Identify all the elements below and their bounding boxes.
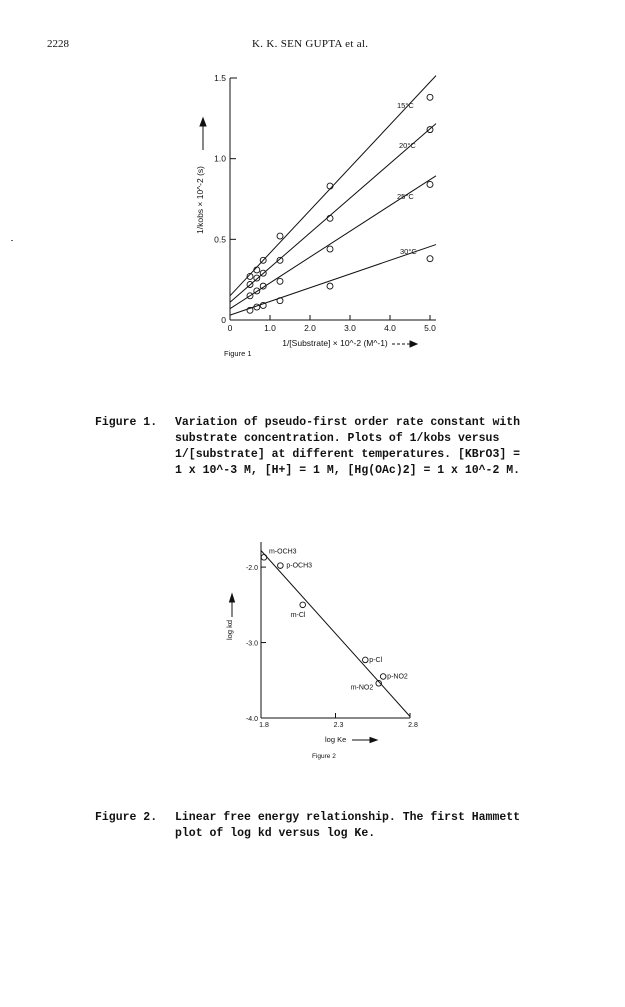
- data-point: [300, 602, 306, 608]
- page-number: 2228: [47, 38, 69, 50]
- figure-2-label: Figure 2: [312, 753, 336, 760]
- point-label: m-Cl: [290, 611, 306, 619]
- x-axis-label: 1/[Substrate] × 10^-2 (M^-1): [282, 338, 388, 348]
- x-tick-label: 0: [227, 323, 233, 333]
- point-label: p-NO2: [387, 673, 408, 681]
- running-header-authors: K. K. SEN GUPTA et al.: [252, 38, 369, 50]
- data-point: [278, 563, 284, 569]
- figure-2-caption: [95, 810, 575, 850]
- point-label: p-OCH3: [286, 562, 313, 570]
- data-point: [261, 554, 267, 560]
- y-tick-label: 1.0: [214, 153, 226, 164]
- x-tick-label: 5.0: [424, 323, 436, 333]
- y-tick-label: 0.5: [214, 234, 226, 245]
- y-tick-label: -3.0: [245, 640, 258, 648]
- data-point: [380, 674, 386, 680]
- y-tick-label: 1.5: [214, 73, 226, 83]
- y-tick-label: -2.0: [245, 565, 258, 573]
- y-axis-arrowhead: [230, 594, 235, 602]
- x-tick-label: 3.0: [344, 323, 356, 333]
- figure-2-caption-text: Linear free energy relationship. The first Hammett plot of log kd versus log Ke.: [175, 811, 521, 840]
- series-label: 15°C: [397, 101, 414, 110]
- figure-2-caption-label: Figure 2.: [95, 811, 158, 824]
- series-label: 20°C: [399, 141, 416, 150]
- figure-1-caption-label: Figure 1.: [95, 416, 158, 429]
- x-tick-label: 1.8: [259, 722, 269, 729]
- figure-1-label: Figure 1: [224, 349, 252, 358]
- x-tick-label: 2.8: [408, 722, 418, 729]
- series-label: 30°C: [400, 247, 417, 256]
- point-label: m-NO2: [350, 684, 374, 692]
- point-label: p-Cl: [369, 656, 383, 664]
- x-tick-label: 2.0: [304, 323, 316, 333]
- data-point: [363, 657, 369, 663]
- x-axis-label: log Ke: [325, 735, 347, 744]
- x-tick-label: 4.0: [384, 323, 396, 333]
- x-axis-arrowhead: [370, 738, 377, 743]
- figure-1-caption-text: Variation of pseudo-first order rate constant with substrate concentration. Plots of 1/kobs versus 1/[substrate] at different temperatures. [KBrO3] = 1 x 10^-3 M, [H+] = 1 M, [Hg(OAc)2] = 1 x 10^-2 M.: [175, 416, 521, 477]
- series-label: 25°C: [397, 192, 414, 201]
- y-tick-label: 0: [221, 315, 226, 325]
- point-label: m-OCH3: [268, 548, 297, 556]
- y-tick-label: -4.0: [245, 716, 258, 723]
- y-axis-label: log kd: [225, 619, 234, 641]
- fit-line: [261, 550, 410, 716]
- x-tick-label: 2.3: [333, 722, 344, 729]
- figure-1-caption: [95, 415, 575, 485]
- x-tick-label: 1.0: [264, 323, 276, 333]
- y-axis-label: 1/kobs × 10^-2 (s): [195, 165, 205, 235]
